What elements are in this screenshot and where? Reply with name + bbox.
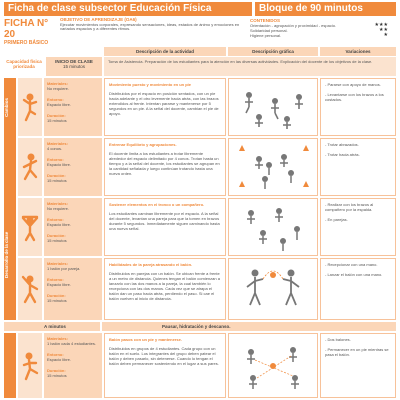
header-duration: Bloque de 90 minutos — [255, 2, 396, 16]
materials-cell: Materiales: 4 conos. Entorno: Espacio libre. Duración: 15 minutos — [44, 138, 102, 196]
variations-cell: - Trotar abrazados. - Trotar hacia atrás. — [320, 138, 396, 196]
activity-title: Habilidades de la pareja atrasando el balón. — [109, 262, 193, 267]
activity-section — [18, 258, 396, 320]
header-title: Ficha de clase subsector Educación Física — [4, 2, 252, 16]
materials-cell: Materiales: No requiere. Entorno: Espacio libre. Duración: 15 minutos — [44, 78, 102, 136]
description-cell — [104, 258, 226, 320]
activity-illustration-icon — [229, 79, 317, 135]
class-start-row — [4, 57, 396, 76]
activity-title: Movimiento puesto y movimiento en un pie — [109, 82, 192, 87]
variations-cell: - Recepcionar con una mano. - Lanzar el balón con una mano. — [320, 258, 396, 320]
activity-section — [18, 333, 396, 398]
graphic-cell — [228, 258, 318, 320]
activity-title: Sostener elementos en el tronco o un compañero. — [109, 202, 205, 207]
transition-text: Pausar, hidratación y descanso. — [102, 322, 396, 331]
graphic-cell — [228, 198, 318, 256]
left-label-b: Desarrollo de la clase — [4, 231, 9, 279]
content-item: Orientación - agrupación y proximidad - espacio. ★★★ — [250, 22, 388, 28]
materials-cell: Materiales: 1 balón por pareja. Entorno: Espacio libre. Duración: 15 minutos — [44, 258, 102, 320]
description-cell — [104, 138, 226, 196]
activity-text: Distribuidos en parejas con un balón. Se ubican frente a frente a un metro de distancia. Quienes tengan el balón comienzan a lanzarlo con las dos manos a la pareja, la cual también lo recepciona con las dos manos. Cada vez que se atrapa el balón dan un paso hacia atrás, perdiendo el paso. Si cae el balón vuelven al inicio de distancia. — [109, 271, 220, 301]
activity-illustration-icon — [229, 199, 317, 255]
description-cell — [104, 198, 226, 256]
contents-title: CONTENIDOS — [250, 18, 281, 23]
activity-section — [18, 78, 396, 136]
ficha-block — [4, 18, 60, 46]
activity-section — [18, 138, 396, 196]
contents-block — [250, 18, 396, 46]
figure-cell — [18, 78, 42, 136]
column-variations: Variaciones — [320, 47, 396, 56]
stretching-figure-icon — [20, 274, 40, 304]
activity-title: Entrenar Equilibrio y agrupaciones. — [109, 142, 177, 147]
figure-cell — [18, 258, 42, 320]
activity-text: Distribuidos en grupos de 4 estudiantes. Cada grupo con un balón en el suelo. Los integrantes del grupo deben patear el balón y deben pasarlo, sin detenerse. Cuando lo tengan el balón deben permanecer sosteniendo en el lugar a sus pares. — [109, 346, 219, 366]
activity-text: Distribuidos por el espacio en posición sentados, con un pie hacia adelante y el otro levemente hacia atrás, con las brazos extendidos al frente. Intentan pararse y mantenerse por 5 segundos en un pie. A la señal del docente, cambian el pie de apoyo. — [109, 91, 219, 116]
start-intro: Toma de Asistencia. Preparación de los estudiantes para la atención en las diversas actividades. Explicación del docente de los objetivos de la clase. — [104, 57, 396, 76]
transition-label: A minutos — [4, 322, 100, 331]
left-band-bottom — [4, 333, 16, 398]
activity-text: El docente limita a los estudiantes a trotar libremente alrededor del espacio delimitado por 4 conos. Trotan hasta un tiempo y a la señal del docente, los estudiantes se agrupan en la cantidad señalada y luego continúan trotando hasta una nueva orden. — [109, 151, 220, 176]
materials-cell: Materiales: No requiere. Entorno: Espacio libre. Duración: 15 minutos — [44, 198, 102, 256]
materials-cell: Materiales: 1 balón cada 4 estudiantes. Entorno: Espacio libre. Duración: 15 minutos — [44, 333, 102, 398]
page-header — [4, 2, 396, 16]
figure-cell — [18, 138, 42, 196]
balance-figure-icon — [20, 92, 40, 122]
activity-title: Balón pasos con un pie y mantenerse. — [109, 337, 182, 342]
figure-cell — [18, 198, 42, 256]
ficha-level: PRIMERO BÁSICO — [4, 40, 49, 46]
column-headers — [104, 47, 396, 56]
start-label: INICIO DE CLASE 15 minutos — [46, 57, 102, 76]
graphic-cell — [228, 78, 318, 136]
objective-text: Ejecutar movimientos corporales, expresando sensaciones, ideas, estados de ánimo y emociones en variados espacios y a diferentes ritmos. — [60, 21, 240, 32]
lifting-figure-icon — [20, 212, 40, 242]
content-item: Higiene personal. ★ — [250, 32, 388, 38]
activity-text: Los estudiantes caminan libremente por el espacio. A la señal del docente, levantan una pareja para que la tomen en brazos durante 5 segundos. Inmediatamente siguen caminando hasta una nueva señal. — [109, 211, 220, 231]
description-cell — [104, 333, 226, 398]
running-figure-icon — [20, 152, 40, 182]
variations-cell: - Dos balones. - Permanecer en un pie mientras se pasa el balón. — [320, 333, 396, 398]
column-description: Descripción de la actividad — [104, 47, 226, 56]
rating-stars: ★ — [383, 32, 388, 38]
figure-cell — [18, 333, 42, 398]
activity-illustration-icon — [229, 334, 317, 397]
graphic-cell — [228, 138, 318, 196]
capacity-label: Capacidad física priorizada — [6, 59, 42, 69]
description-cell — [104, 78, 226, 136]
info-row — [4, 18, 396, 46]
kicking-figure-icon — [20, 351, 40, 381]
activity-illustration-icon — [229, 139, 317, 195]
variations-cell: - Realizar con los brazos al compañero por la espalda. - En parejas. — [320, 198, 396, 256]
left-label-a: Cambios — [4, 97, 9, 117]
content-item: Solidaridad personal. ★★ — [250, 27, 388, 33]
activity-illustration-icon — [229, 259, 317, 319]
ficha-number: FICHA N° 20 — [4, 18, 49, 40]
variations-cell: - Pararse con apoyo de manos. - Levantarse con los brazos a los costados. — [320, 78, 396, 136]
transition-bar — [4, 322, 396, 331]
column-graphic: Descripción gráfica — [228, 47, 318, 56]
graphic-cell — [228, 333, 318, 398]
rating-stars: ★★ — [379, 27, 388, 33]
rating-stars: ★★★ — [374, 22, 388, 28]
objective-title: OBJETIVO DE APRENDIZAJE (OA6) — [60, 17, 137, 22]
activity-section — [18, 198, 396, 256]
objective-block — [60, 18, 250, 46]
